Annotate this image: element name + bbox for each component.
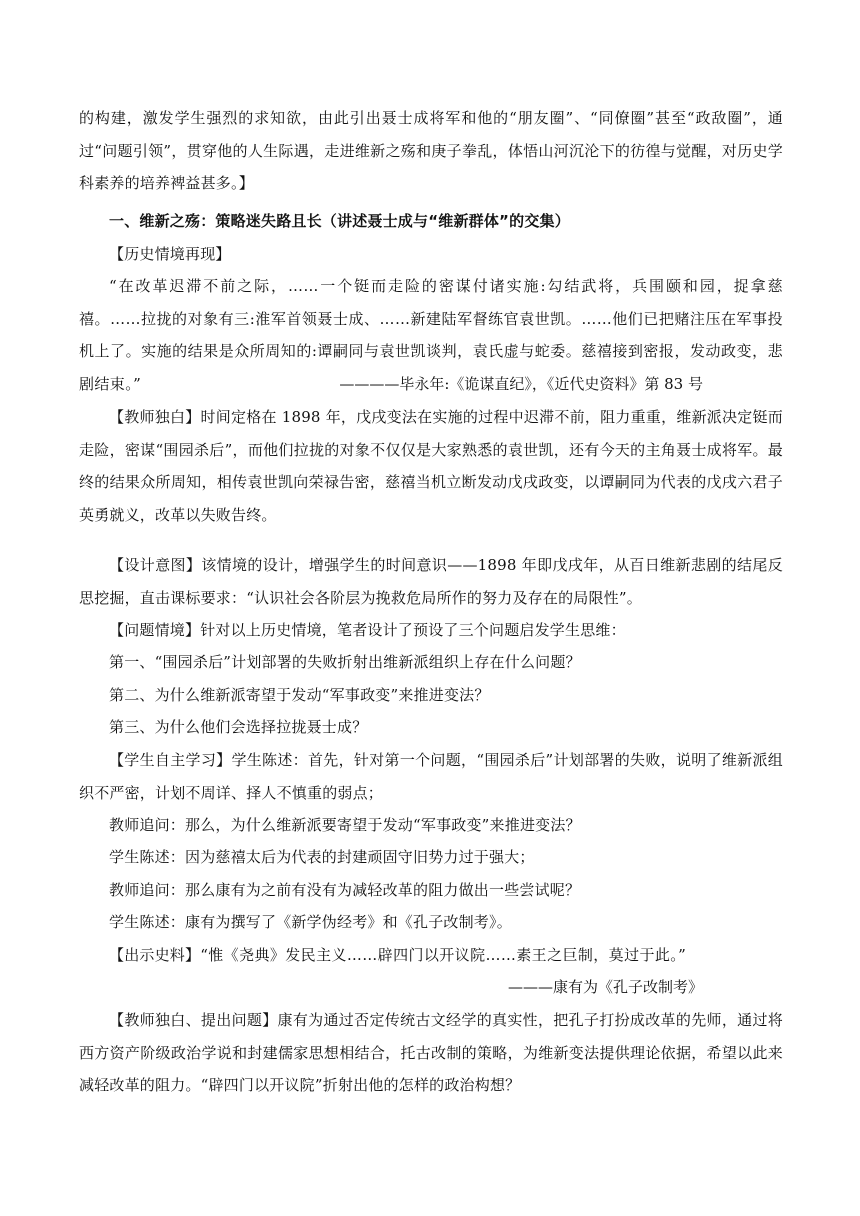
- material-line: [79, 939, 783, 972]
- student-statement-3: 学生陈述：康有为撰写了《新学伪经考》和《孔子改制考》。: [109, 913, 512, 931]
- question-1: 第一、“围园杀后”计划部署的失败折射出维新派组织上存在什么问题？: [109, 653, 581, 671]
- teacher-monologue-1: 【教师独白】时间定格在 1898 年，戊戌变法在实施的过程中迟滞不前，阻力重重，维新派决定铤而走险，密谋“围园杀后”，而他们拉拢的对象不仅仅是大家熟悉的袁世凯，还有今天的主角聂士成将军。最终的结果众所周知，相传袁世凯向荣禄告密，慈禧当机立断发动戊戌政变，以谭嗣同为代表的戊戌六君子英勇就义，改革以失败告终。: [79, 408, 783, 524]
- material-source: ———康有为《孔子改制考》: [507, 978, 703, 996]
- quote-1-source: ————毕永年:《诡谋直纪》，《近代史资料》第 83 号: [339, 375, 703, 393]
- problem-situation: 【问题情境】针对以上历史情境，笔者设计了预设了三个问题启发学生思维：: [109, 621, 626, 639]
- question-3: 第三、为什么他们会选择拉拢聂士成？: [109, 718, 368, 736]
- quote-1: “在改革迟滞不前之际，……一个铤而走险的密谋付诸实施:勾结武将，兵围颐和园，捉拿慈禧。……拉拢的对象有三:淮军首领聂士成、……新建陆军督练官袁世凯。……他们已把赌注压在军事投机上了。实施的结果是众所周知的:谭嗣同与袁世凯谈判，袁氏虚与蛇委。慈禧接到密报，发动政变，悲剧结束。”: [79, 277, 783, 393]
- teacher-followup-1: 教师追问：那么，为什么维新派要寄望于发动“军事政变”来推进变法？: [109, 816, 581, 834]
- design-intent: 【设计意图】该情境的设计，增强学生的时间意识——1898 年即戊戌年，从百日维新悲剧的结尾反思挖掘，直击课标要求：“认识社会各阶层为挽救危局所作的努力及存在的局限性”。: [79, 556, 783, 607]
- teacher-monologue-2: 【教师独白、提出问题】康有为通过否定传统古文经学的真实性，把孔子打扮成改革的先师，通过将西方资产阶级政治学说和封建儒家思想相结合，托古改制的策略，为维新变法提供理论依据，希望以此来减轻改革的阻力。“辟四门以开议院”折射出他的怎样的政治构想？: [79, 1011, 783, 1094]
- material-quote: “惟《尧典》发民主义……辟四门以开议院……素王之巨制，莫过于此。”: [200, 946, 687, 964]
- question-2: 第二、为什么维新派寄望于发动“军事政变”来推进变法？: [109, 686, 490, 704]
- intro-paragraph: 的构建，激发学生强烈的求知欲，由此引出聂士成将军和他的“朋友圈”、“同僚圈”甚至“政敌圈”，通过“问题引领”，贯穿他的人生际遇，走进维新之殇和庚子拳乱，体悟山河沉沦下的彷徨与觉醒，对历史学科素养的培养裨益甚多。】: [79, 109, 783, 192]
- section-heading: 一、维新之殇：策略迷失路且长（讲述聂士成与“维新群体”的交集）: [109, 212, 570, 230]
- student-statement-1: 【学生自主学习】学生陈述：首先，针对第一个问题，“围园杀后”计划部署的失败，说明了维新派组织不严密，计划不周详、择人不慎重的弱点；: [79, 751, 783, 802]
- teacher-followup-2: 教师追问：那么康有为之前有没有为减轻改革的阻力做出一些尝试呢？: [109, 881, 581, 899]
- scene-label: 【历史情境再现】: [109, 245, 231, 263]
- material-label: 【出示史料】: [109, 946, 201, 964]
- student-statement-2: 学生陈述：因为慈禧太后为代表的封建顽固守旧势力过于强大；: [109, 848, 535, 866]
